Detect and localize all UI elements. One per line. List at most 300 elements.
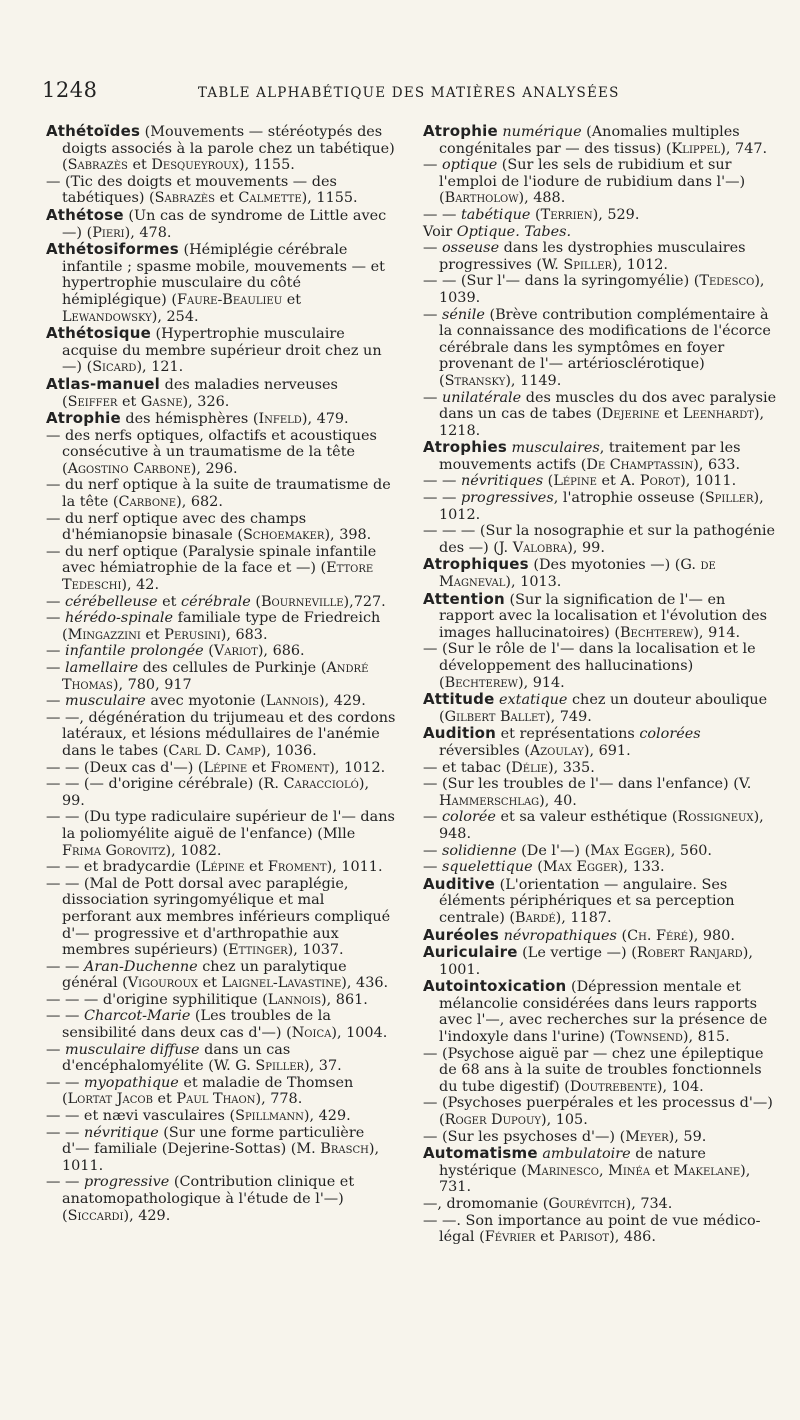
entry-text: chez un paralytique général ( bbox=[62, 958, 347, 992]
left-column bbox=[46, 123, 396, 1224]
entry-text: ), 948. bbox=[439, 809, 764, 842]
entry-text: , traitement par les mouvements actifs ( bbox=[439, 440, 741, 473]
italic-term: cérébelleuse bbox=[64, 593, 158, 610]
right-column bbox=[423, 123, 781, 1246]
headword: Auriculaire bbox=[423, 943, 518, 962]
author-name: Délie bbox=[511, 759, 548, 776]
entry-text: ), 429. bbox=[318, 693, 366, 710]
index-entry bbox=[46, 1174, 396, 1224]
author-name: Desqueyroux bbox=[151, 157, 239, 174]
entry-text: — —. Son importance au point de vue médico-légal ( bbox=[423, 1212, 761, 1246]
author-name: Agostino Carbone bbox=[67, 460, 191, 477]
author-name: Variot bbox=[213, 643, 258, 660]
entry-text: ), 436. bbox=[341, 975, 389, 992]
index-entry bbox=[46, 660, 396, 693]
headword: Atrophiques bbox=[423, 555, 529, 574]
entry-text: ), 914. bbox=[693, 624, 741, 641]
entry-text: — bbox=[46, 660, 65, 676]
author-name: Siccardi bbox=[67, 1207, 124, 1224]
italic-term: hérédo-spinale bbox=[64, 610, 174, 627]
index-entry bbox=[423, 240, 781, 273]
entry-text: ), 429. bbox=[303, 1108, 351, 1125]
entry-text: — bbox=[46, 610, 65, 627]
entry-text: ( bbox=[616, 927, 628, 944]
entry-text: — (Tic des doigts et mouvements — des tabétiques) ( bbox=[46, 173, 337, 207]
entry-text: — bbox=[423, 842, 442, 859]
author-name: Noica bbox=[291, 1025, 332, 1042]
author-name: Spillmann bbox=[235, 1108, 304, 1125]
author-name: Lannois bbox=[265, 693, 319, 710]
index-entry bbox=[46, 760, 396, 777]
entry-text: ), 121. bbox=[136, 359, 184, 376]
entry-text: — — (— d'origine cérébrale) (R. bbox=[46, 776, 284, 793]
entry-text: — — et nævi vasculaires ( bbox=[46, 1108, 236, 1125]
index-entry bbox=[46, 710, 396, 760]
entry-text: ), 815. bbox=[682, 1029, 730, 1046]
entry-text: — — — (Sur la nosographie et sur la pathogénie des —) (J. bbox=[423, 523, 776, 556]
index-entry bbox=[423, 439, 781, 473]
author-name: Klippel bbox=[671, 140, 721, 157]
italic-term: unilatérale bbox=[441, 389, 522, 406]
index-entry bbox=[423, 307, 781, 390]
entry-text: des cellules de Purkinje ( bbox=[138, 660, 327, 676]
entry-text: — bbox=[423, 157, 442, 174]
index-entry bbox=[423, 859, 781, 876]
headword: Automatisme bbox=[423, 1144, 538, 1163]
index-entry bbox=[46, 511, 396, 544]
author-name: Townsend bbox=[615, 1029, 683, 1046]
author-name: Ettore Tedeschi bbox=[62, 560, 374, 594]
page-number: 1248 bbox=[42, 78, 98, 102]
headword: Atrophies bbox=[423, 438, 507, 457]
index-entry bbox=[46, 207, 396, 241]
entry-text: ), 99. bbox=[567, 539, 605, 556]
index-entry bbox=[46, 1075, 396, 1108]
entry-text: et bbox=[282, 291, 302, 308]
author-name: Max Egger bbox=[590, 842, 666, 859]
headword: Atrophie bbox=[423, 122, 498, 140]
italic-term: extatique bbox=[499, 692, 568, 709]
author-name: Schoemaker bbox=[242, 527, 325, 544]
index-entry bbox=[46, 1125, 396, 1175]
author-name: Brasch bbox=[320, 1141, 369, 1158]
author-name: Terrien bbox=[540, 206, 593, 223]
entry-text: — bbox=[423, 859, 442, 876]
index-entry bbox=[423, 224, 781, 241]
entry-text: ), 1013. bbox=[505, 574, 562, 591]
index-entry bbox=[423, 157, 781, 207]
author-name: André Thomas bbox=[62, 660, 369, 693]
index-entry bbox=[46, 174, 396, 207]
italic-term: numérique bbox=[502, 124, 582, 140]
italic-term: myopathique bbox=[83, 1074, 179, 1091]
author-name: Froment bbox=[267, 859, 327, 876]
entry-text: (L'orientation — angulaire. Ses éléments périphériques et sa perception centrale) ( bbox=[439, 876, 735, 926]
entry-text: — — bbox=[46, 958, 84, 975]
italic-term: lamellaire bbox=[64, 660, 139, 676]
headword: Athétosiformes bbox=[46, 240, 179, 259]
entry-text: — des nerfs optiques, olfactifs et acoustiques consécutive à un traumatisme de la tête ( bbox=[46, 427, 377, 477]
italic-term: squelettique bbox=[441, 859, 533, 876]
italic-term: progressive bbox=[83, 1174, 170, 1191]
entry-text: ), 682. bbox=[176, 494, 223, 511]
entry-text: (Des myotonies —) (G. bbox=[528, 557, 701, 574]
entry-text: ), 1082. bbox=[165, 842, 222, 859]
author-name: G. Spiller bbox=[235, 1058, 305, 1075]
index-entry bbox=[423, 691, 781, 725]
headword: Athétose bbox=[46, 205, 124, 224]
index-entry bbox=[46, 643, 396, 660]
entry-text: ), 861. bbox=[321, 991, 368, 1008]
entry-text: (Le vertige —) ( bbox=[517, 945, 637, 962]
entry-text: ), 749. bbox=[545, 708, 592, 725]
author-name: Bartholow bbox=[444, 190, 519, 207]
entry-text: (Anomalies multiples congénitales par — des tissus) ( bbox=[439, 124, 740, 157]
index-entry bbox=[423, 523, 781, 556]
entry-text: ), 326. bbox=[182, 393, 230, 410]
author-name: Meyer bbox=[625, 1128, 669, 1145]
headword: Attitude bbox=[423, 690, 495, 709]
entry-text: — — bbox=[423, 206, 461, 223]
italic-term: sénile bbox=[441, 306, 485, 323]
entry-text: ), 296. bbox=[190, 460, 238, 477]
index-entry bbox=[423, 944, 781, 978]
entry-text: chez un douteur aboulique ( bbox=[439, 692, 768, 725]
italic-term: osseuse bbox=[441, 240, 500, 257]
entry-text: avec myotonie ( bbox=[145, 693, 266, 710]
entry-text: ( bbox=[203, 643, 214, 660]
entry-text: ), 691. bbox=[583, 742, 631, 759]
entry-text: ), 479. bbox=[301, 411, 349, 428]
headword: Autointoxication bbox=[423, 977, 567, 996]
italic-term: musculaire bbox=[64, 693, 146, 710]
entry-text: — et tabac ( bbox=[423, 759, 512, 776]
entry-text: ), 1012. bbox=[439, 490, 764, 523]
entry-text: (Brève contribution complémentaire à la connaissance des modifications de l'écorce cérébrale dans les symptômes en foyer provenant de l'— artériosclérotique) ( bbox=[439, 306, 771, 389]
entry-text: et maladie de Thomsen ( bbox=[62, 1074, 354, 1108]
entry-text: et sa valeur esthétique ( bbox=[495, 809, 678, 826]
author-name: Sabrazès bbox=[154, 190, 215, 207]
index-entry bbox=[423, 760, 781, 777]
index-entry bbox=[46, 376, 396, 410]
author-name: Perusini bbox=[164, 626, 221, 643]
entry-text: — bbox=[423, 809, 442, 826]
entry-text: — bbox=[423, 240, 442, 257]
italic-term: Charcot-Marie bbox=[83, 1008, 191, 1025]
index-entry bbox=[46, 241, 396, 325]
italic-term: musculaires bbox=[511, 440, 600, 457]
entry-text: — — (Mal de Pott dorsal avec paraplégie, dissociation syringomyélique et mal perforant aux membres inférieurs compliqué d'— progressive et d'arthropathie aux membres supérieurs) ( bbox=[46, 875, 391, 959]
italic-term: infantile prolongée bbox=[64, 643, 204, 660]
author-name: Azoulay bbox=[529, 742, 584, 759]
entry-text: ), 731. bbox=[439, 1162, 751, 1196]
entry-text: — bbox=[46, 643, 65, 660]
author-name: Lortat Jacob bbox=[67, 1091, 153, 1108]
author-name: Paul Thaon bbox=[176, 1091, 256, 1108]
entry-text: — (Sur le rôle de l'— dans la localisation et le développement des hallucinations) ( bbox=[423, 641, 756, 691]
entry-text: des maladies nerveuses ( bbox=[62, 376, 338, 410]
index-entry bbox=[423, 1095, 781, 1128]
index-entry bbox=[423, 978, 781, 1045]
entry-text: — — bbox=[46, 1074, 84, 1091]
entry-text: ( bbox=[543, 473, 554, 490]
entry-text: (Sur une forme particulière d'— familiale (Dejerine-Sottas) (M. bbox=[62, 1124, 365, 1158]
entry-text: ), 914. bbox=[517, 674, 565, 691]
entry-text: ), 633. bbox=[693, 456, 741, 473]
page-header bbox=[42, 78, 760, 102]
author-name: Lépine bbox=[203, 759, 248, 776]
entry-text: ), 488. bbox=[518, 190, 566, 207]
author-name: Gilbert Ballet bbox=[444, 708, 546, 725]
author-name: Sicard bbox=[92, 359, 137, 376]
entry-text: ), 529. bbox=[592, 206, 640, 223]
running-title: TABLE ALPHABÉTIQUE DES MATIÈRES ANALYSÉES bbox=[197, 85, 620, 101]
entry-text: ), 560. bbox=[665, 842, 712, 859]
author-name: Marinesco bbox=[526, 1162, 599, 1179]
entry-text: (Contribution clinique et anatomopathologique à l'étude de l'—) ( bbox=[62, 1174, 355, 1224]
index-entry bbox=[46, 410, 396, 428]
author-name: Stransky bbox=[444, 372, 506, 389]
entry-text: , l'atrophie osseuse ( bbox=[553, 490, 705, 507]
index-entry bbox=[46, 809, 396, 859]
index-entry bbox=[423, 1145, 781, 1196]
entry-text: et représentations bbox=[496, 726, 640, 743]
index-entry bbox=[46, 544, 396, 594]
index-entry bbox=[46, 477, 396, 510]
italic-term: ambulatoire bbox=[542, 1146, 631, 1163]
author-name: Bardé bbox=[515, 909, 556, 926]
entry-text: des hémisphères ( bbox=[120, 411, 259, 428]
entry-text: des muscles du dos avec paralysie dans un cas de tabes ( bbox=[439, 389, 777, 423]
entry-text: ), 1011. bbox=[62, 1141, 380, 1174]
author-name: Sabrazès bbox=[67, 157, 128, 174]
index-entry bbox=[46, 1042, 396, 1075]
entry-text: — (Psychoses puerpérales et les processus d'—) ( bbox=[423, 1095, 773, 1129]
entry-text: et bbox=[650, 1162, 674, 1179]
entry-text: ), 40. bbox=[539, 792, 577, 809]
headword: Auditive bbox=[423, 874, 496, 893]
author-name: Froment bbox=[270, 759, 330, 776]
entry-text: ), 1149. bbox=[505, 372, 562, 389]
entry-text: — (Psychose aiguë par — chez une épileptique de 68 ans à la suite de troubles fonctionnels du tube digestif) ( bbox=[423, 1045, 764, 1095]
italic-term: tabétique bbox=[460, 206, 531, 223]
author-name: Lépine bbox=[200, 859, 245, 876]
entry-text: ), 42. bbox=[121, 577, 160, 594]
entry-text: (De l'—) ( bbox=[516, 842, 591, 859]
author-name: Dejerine bbox=[601, 406, 660, 423]
entry-text: — — bbox=[423, 473, 461, 490]
index-entry bbox=[46, 594, 396, 611]
headword: Athétosique bbox=[46, 324, 151, 343]
index-entry bbox=[46, 776, 396, 809]
entry-text: ), 1155. bbox=[301, 190, 358, 207]
entry-text: ), 1012. bbox=[612, 256, 669, 273]
author-name: Robert Ranjard bbox=[636, 945, 743, 962]
index-entry bbox=[423, 390, 781, 440]
entry-text: — —, dégénération du trijumeau et des cordons latéraux, et lésions médullaires de l'anémie dans le tabes ( bbox=[46, 709, 396, 759]
entry-text: — — bbox=[46, 1174, 84, 1191]
entry-text: Voir bbox=[423, 223, 457, 240]
index-entry bbox=[423, 273, 781, 306]
italic-term: solidienne bbox=[441, 842, 517, 859]
entry-text: et bbox=[244, 859, 268, 876]
entry-text: ), 478. bbox=[124, 224, 172, 241]
author-name: Makelane bbox=[673, 1162, 741, 1179]
index-entry bbox=[423, 556, 781, 590]
entry-text: — bbox=[46, 593, 65, 610]
index-entry bbox=[46, 325, 396, 376]
entry-text: (Les troubles de la sensibilité dans deux cas d'—) ( bbox=[62, 1008, 331, 1042]
italic-term: Optique. Tabes. bbox=[456, 223, 572, 240]
entry-text: ( bbox=[250, 593, 261, 610]
entry-text: ),727. bbox=[343, 593, 386, 610]
entry-text: — du nerf optique avec des champs d'hémianopsie binasale ( bbox=[46, 510, 307, 544]
headword: Athétoïdes bbox=[46, 122, 141, 140]
author-name: Frima Gorovitz bbox=[62, 842, 166, 859]
index-entry bbox=[46, 610, 396, 643]
author-name: Bourneville bbox=[260, 593, 344, 610]
entry-text: — — bbox=[46, 1008, 84, 1025]
entry-text: — bbox=[46, 693, 65, 710]
author-name: Infeld bbox=[258, 411, 302, 428]
entry-text: (Dépression mentale et mélancolie considérées dans leurs rapports avec l'—, avec recherches sur la présence de l'indoxyle dans l'urine) ( bbox=[439, 979, 768, 1046]
index-entry bbox=[46, 992, 396, 1009]
entry-text: ), 1012. bbox=[329, 759, 386, 776]
italic-term: colorée bbox=[441, 809, 496, 826]
entry-text: ), 133. bbox=[617, 859, 665, 876]
index-entry bbox=[46, 876, 396, 959]
italic-term: colorées bbox=[639, 726, 701, 743]
index-entry bbox=[423, 1046, 781, 1096]
author-name: Lannois bbox=[267, 991, 322, 1008]
author-name: Pieri bbox=[92, 224, 125, 241]
entry-text: — — et bradycardie ( bbox=[46, 859, 201, 876]
index-entry bbox=[423, 641, 781, 691]
index-entry bbox=[46, 1008, 396, 1041]
author-name: Hammerschlag bbox=[439, 792, 540, 809]
author-name: Gourévitch bbox=[548, 1196, 626, 1212]
headword: Audition bbox=[423, 724, 497, 743]
headword: Atrophie bbox=[46, 409, 121, 428]
entry-text: (Hémiplégie cérébrale infantile ; spasme mobile, mouvements — et hypertrophie musculaire du côté hémiplégique) ( bbox=[62, 242, 385, 308]
entry-text: de nature hystérique ( bbox=[439, 1146, 706, 1179]
entry-text: ), 1218. bbox=[439, 406, 765, 439]
index-entry bbox=[46, 693, 396, 710]
italic-term: Aran-Duchenne bbox=[83, 958, 198, 975]
author-name: Caraccioló bbox=[283, 776, 359, 793]
entry-text: — bbox=[423, 389, 442, 406]
author-name: Bechterew bbox=[444, 674, 518, 691]
headword: Auréoles bbox=[423, 925, 500, 944]
entry-text: et bbox=[152, 1091, 177, 1108]
author-name: Mingazzini bbox=[67, 626, 141, 643]
entry-text: ), 1187. bbox=[555, 909, 612, 926]
entry-text: et bbox=[127, 157, 152, 174]
author-name: Tedesco bbox=[699, 273, 755, 290]
entry-text: ), 734. bbox=[625, 1196, 673, 1212]
entry-text: — du nerf optique (Paralysie spinale infantile avec hémiatrophie de la face et —) ( bbox=[46, 543, 377, 577]
entry-text: ), 780, 917 bbox=[112, 676, 192, 693]
entry-text: ), 1001. bbox=[439, 945, 753, 978]
entry-text: ), 980. bbox=[688, 927, 735, 944]
entry-text: — du nerf optique à la suite de traumatisme de la tête ( bbox=[46, 477, 391, 511]
entry-text: ), 37. bbox=[304, 1058, 342, 1075]
index-entry bbox=[46, 123, 396, 174]
entry-text: ), 1011. bbox=[326, 859, 383, 876]
index-entry bbox=[46, 1108, 396, 1125]
entry-text: ), 683. bbox=[220, 626, 268, 643]
italic-term: névropathiques bbox=[503, 927, 617, 944]
entry-text: —, dromomanie ( bbox=[423, 1196, 549, 1212]
author-name: Bechterew bbox=[619, 624, 694, 641]
entry-text: et bbox=[117, 393, 141, 410]
entry-text: et bbox=[198, 975, 222, 992]
entry-text: dans un cas d'encéphalomyélite (W. bbox=[62, 1041, 291, 1075]
entry-text: (Un cas de syndrome de Little avec —) ( bbox=[62, 207, 387, 241]
index-entry bbox=[423, 843, 781, 860]
entry-text: — — — d'origine syphilitique ( bbox=[46, 991, 268, 1008]
author-name: Seiffer bbox=[67, 393, 118, 410]
entry-text: réversibles ( bbox=[439, 742, 530, 759]
author-name: Lépine bbox=[553, 473, 597, 490]
headword: Attention bbox=[423, 589, 505, 608]
author-name: Faure-Beaulieu bbox=[176, 291, 283, 308]
entry-text: (Sur la signification de l'— en rapport avec la localisation et l'évolution des images hallucinatoires) ( bbox=[439, 591, 767, 641]
entry-text: ), 335. bbox=[547, 759, 595, 776]
author-name: Carbone bbox=[118, 494, 177, 511]
entry-text: ), 1011. bbox=[680, 473, 737, 490]
author-name: Lewandowsky bbox=[62, 308, 152, 325]
index-entry bbox=[46, 959, 396, 992]
entry-text: — bbox=[423, 306, 442, 323]
author-name: Spiller bbox=[563, 256, 613, 273]
entry-text: familiale type de Friedreich ( bbox=[62, 610, 381, 643]
index-entry bbox=[423, 1129, 781, 1146]
index-entry bbox=[423, 123, 781, 157]
entry-text: ), 254. bbox=[151, 308, 199, 325]
headword: Atlas-manuel bbox=[46, 374, 161, 393]
index-entry bbox=[46, 859, 396, 876]
index-entry bbox=[423, 1213, 781, 1246]
index-entry bbox=[46, 428, 396, 478]
index-entry bbox=[423, 490, 781, 523]
entry-text: ), 778. bbox=[255, 1091, 303, 1108]
author-name: Spiller bbox=[704, 490, 754, 507]
entry-text: dans les dystrophies musculaires progressives (W. bbox=[439, 240, 746, 273]
entry-text: — — (Du type radiculaire supérieur de l'— dans la poliomyélite aiguë de l'enfance) (Mlle bbox=[46, 809, 395, 842]
entry-text: (Mouvements — stéréotypés des doigts associés à la parole chez un tabétique) ( bbox=[62, 124, 395, 174]
entry-text: et bbox=[535, 1229, 559, 1246]
italic-term: progressives bbox=[460, 490, 554, 507]
index-entry bbox=[423, 473, 781, 490]
italic-term: optique bbox=[441, 157, 498, 174]
index-entry bbox=[423, 207, 781, 224]
entry-text: et bbox=[140, 626, 165, 643]
entry-text: — — (Sur l'— dans la syringomyélie) ( bbox=[423, 273, 700, 290]
entry-text: ), 99. bbox=[62, 776, 370, 809]
author-name: Max Egger bbox=[542, 859, 618, 876]
index-entry bbox=[423, 1196, 781, 1213]
author-name: Rossigneux bbox=[677, 809, 754, 826]
author-name: Minéa bbox=[608, 1162, 651, 1179]
entry-text: ), 105. bbox=[540, 1112, 588, 1129]
author-name: Gasne bbox=[140, 393, 183, 410]
author-name: Laignel-Lavastine bbox=[221, 975, 342, 992]
entry-text: ), 398. bbox=[324, 527, 372, 544]
entry-text: ), 686. bbox=[257, 643, 305, 660]
entry-text: (Hypertrophie musculaire acquise du membre supérieur droit chez un —) ( bbox=[62, 326, 382, 376]
author-name: Roger Dupouy bbox=[444, 1112, 541, 1129]
